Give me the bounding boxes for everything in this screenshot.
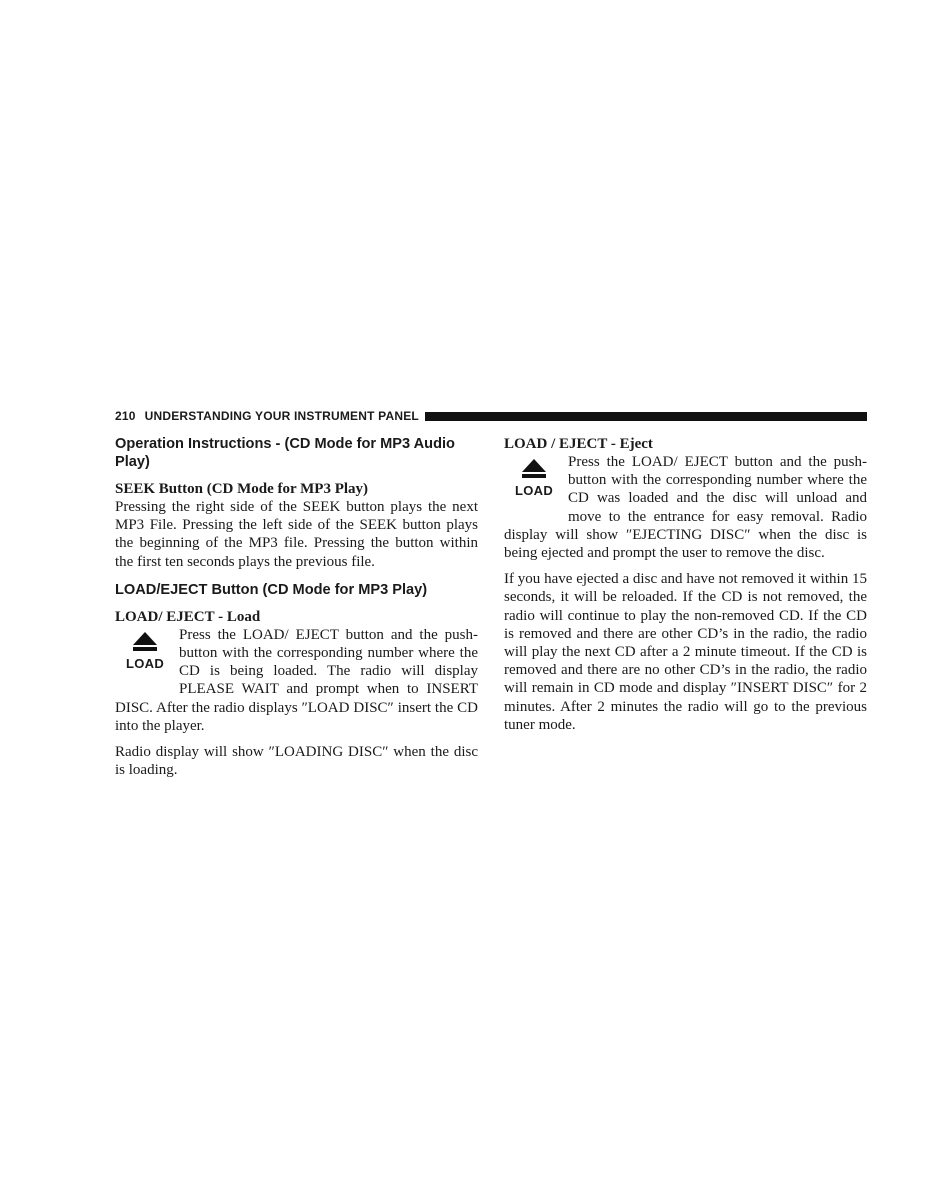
eject-subheading: LOAD / EJECT - Eject — [504, 436, 653, 452]
eject-icon — [117, 630, 173, 686]
seek-paragraph: Pressing the right side of the SEEK button plays the next MP3 File. Pressing the left side of the SEEK button plays the beginning of the MP3 file. Pressing the button within the first ten seconds plays the previous file. — [115, 499, 478, 570]
right-column — [504, 435, 867, 742]
load-paragraph: Press the LOAD/ EJECT button and the push-button with the corresponding number where the CD is being loaded. The radio will display PLEASE WAIT and prompt when to INSERT DISC. After the radio displays ″LOAD DISC″ insert the CD into the player. — [115, 626, 478, 734]
load-eject-heading: LOAD/EJECT Button (CD Mode for MP3 Play) — [115, 581, 428, 598]
eject-triangle — [522, 459, 546, 472]
page-number: 210 — [115, 409, 136, 423]
load-icon-label: LOAD — [125, 655, 165, 671]
eject-block — [504, 453, 867, 570]
reload-paragraph: If you have ejected a disc and have not removed it within 15 seconds, it will be reloaded. If the CD is not removed, the radio will continue to play the non-removed CD. If the CD is removed and there are other CD’s in the radio, the radio will play the next CD after a 2 minute timeout. If the CD is removed and there are no other CD’s in the radio, the radio will remain in CD mode and display ″INSERT DISC″ for 2 minutes. After 2 minutes the radio will go to the previous tuner mode. — [504, 571, 867, 733]
eject-triangle — [133, 632, 157, 645]
load-subheading: LOAD/ EJECT - Load — [115, 608, 261, 625]
load-block — [115, 626, 478, 743]
eject-icon — [506, 457, 562, 513]
header-rule — [425, 412, 867, 421]
eject-icon-label: LOAD — [514, 483, 554, 498]
eject-paragraph: Press the LOAD/ EJECT button and the push-button with the corresponding number where the CD was loaded and the disc will unload and move to the entrance for easy removal. Radio display will show ″EJECTING DISC″ when the disc is being ejected and prompt the user to remove the disc. — [504, 454, 867, 562]
left-column — [115, 435, 478, 787]
page-header — [115, 408, 867, 424]
seek-heading: SEEK Button (CD Mode for MP3 Play) — [115, 481, 369, 497]
section-title: UNDERSTANDING YOUR INSTRUMENT PANEL — [144, 409, 419, 423]
eject-bar — [522, 474, 546, 478]
eject-bar — [133, 647, 157, 651]
operation-heading: Operation Instructions - (CD Mode for MP3 Audio Play) — [115, 436, 455, 470]
loading-paragraph: Radio display will show ″LOADING DISC″ when the disc is loading. — [115, 744, 478, 779]
